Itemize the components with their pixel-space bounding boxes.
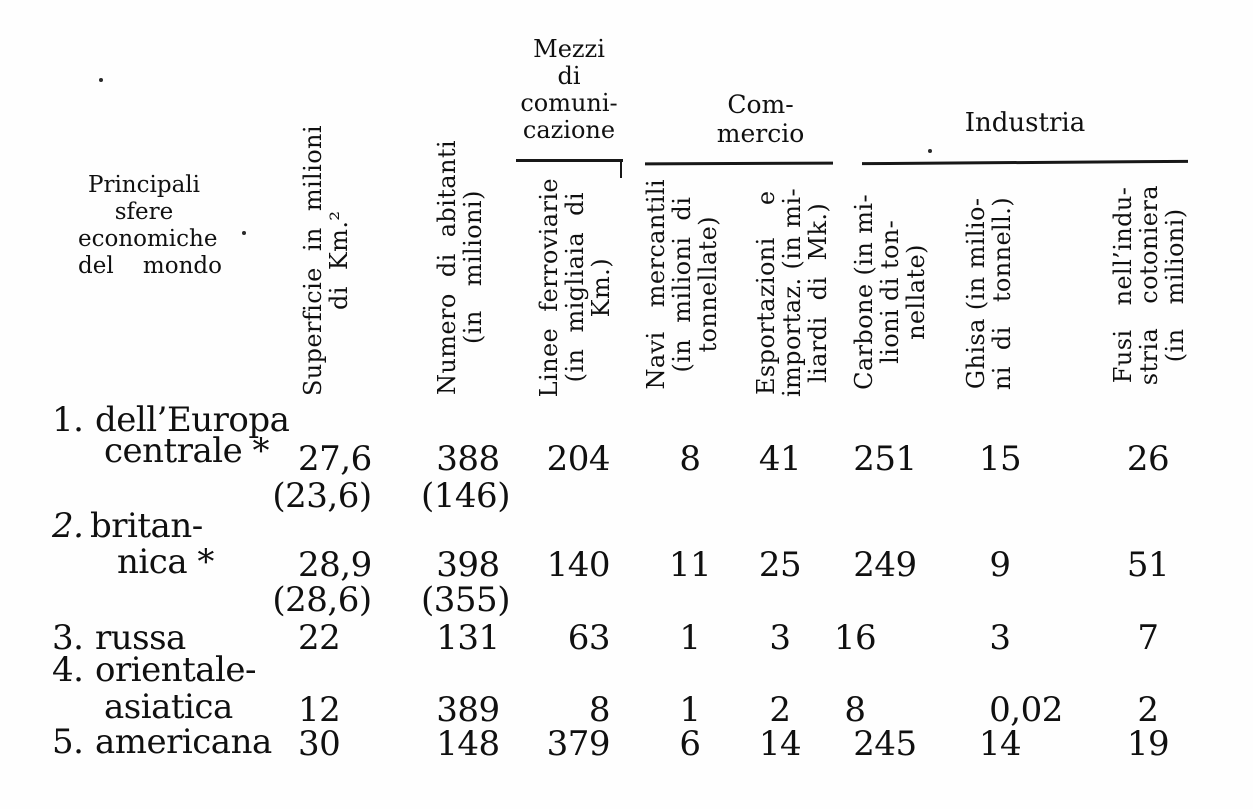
cell-linee: 63 — [567, 618, 610, 658]
cell-fusi: 26 — [1126, 439, 1170, 479]
group-header-commercio — [683, 90, 838, 148]
column-header-line: (in milioni) — [1161, 208, 1189, 362]
cell-carbone: 249 — [853, 545, 917, 585]
rule-under-mezzi — [516, 159, 623, 162]
column-header-line: importaz. (in mi- — [778, 187, 806, 397]
row-label: nica * — [117, 542, 214, 582]
cell-numero: 398 — [436, 545, 500, 585]
column-header-line: Km.) — [587, 257, 615, 317]
column-header-line: stria cotoniera — [1135, 184, 1163, 385]
column-header-line: (in migliaia di — [561, 192, 589, 383]
rule-under-industria — [862, 160, 1188, 165]
column-header-line: tonnellate) — [694, 216, 722, 353]
cell-navi: 8 — [679, 439, 701, 479]
cell-superficie-paren: (28,6) — [272, 580, 372, 620]
cell-numero: 389 — [436, 690, 500, 730]
cell-navi: 6 — [679, 724, 701, 764]
cell-esportazioni: 3 — [769, 618, 791, 658]
row-number: 5. — [52, 722, 84, 762]
cell-superficie: 30 — [298, 724, 341, 764]
group-header-line: comuni- — [520, 89, 618, 117]
cell-numero-paren: (146) — [421, 476, 510, 516]
cell-fusi: 7 — [1137, 618, 1159, 658]
column-header-line: ni di tonnell.) — [988, 196, 1016, 390]
cell-numero: 148 — [436, 724, 500, 764]
row-label: dell’Europa — [95, 400, 290, 440]
column-header-line: Superficie in milioni — [299, 124, 327, 396]
group-header-line: Industria — [964, 108, 1086, 138]
caption-line: del mondo — [78, 253, 222, 279]
column-header-line: Ghisa (in milio- — [962, 197, 990, 390]
row-label: centrale * — [104, 431, 270, 471]
column-header-line: Fusi nell’indu- — [1109, 186, 1137, 384]
column-header-ghisa — [963, 197, 1015, 390]
cell-navi: 11 — [668, 545, 712, 585]
cell-numero: 388 — [436, 439, 500, 479]
row-label: asiatica — [104, 687, 233, 727]
cell-esportazioni: 2 — [769, 690, 791, 730]
cell-fusi: 19 — [1126, 724, 1170, 764]
group-header-line: Mezzi — [533, 35, 605, 63]
row-label: americana — [95, 722, 272, 762]
cell-numero: 131 — [436, 618, 500, 658]
group-header-line: di — [557, 62, 581, 90]
group-header-line: Com- — [727, 90, 794, 119]
cell-numero-paren: (355) — [421, 580, 510, 620]
cell-esportazioni: 25 — [758, 545, 802, 585]
column-header-superficie — [300, 125, 352, 396]
caption-line: sfere — [114, 199, 174, 225]
cell-ghisa: 14 — [978, 724, 1022, 764]
scan-speck — [242, 231, 246, 235]
column-header-line: Linee ferroviarie — [535, 177, 563, 397]
column-header-line: (in milioni di — [668, 196, 696, 373]
column-header-linee-ferroviarie — [536, 178, 614, 397]
cell-superficie: 12 — [298, 690, 341, 730]
scan-speck — [99, 78, 103, 82]
cell-ghisa: 3 — [989, 618, 1011, 658]
scan-speck — [928, 149, 932, 153]
row-label: russa — [95, 618, 186, 658]
column-header-line: lioni di ton- — [876, 220, 904, 365]
table-caption — [78, 172, 222, 280]
row-number: 3. — [52, 618, 84, 658]
cell-esportazioni: 14 — [758, 724, 802, 764]
rule-under-commercio — [645, 162, 833, 166]
cell-linee: 8 — [588, 690, 610, 730]
cell-superficie-paren: (23,6) — [272, 476, 372, 516]
caption-line: Principali — [87, 172, 201, 198]
rule-end-tick — [620, 159, 622, 178]
column-header-line: Carbone (in mi- — [850, 194, 878, 390]
column-header-fusi-cotoniera — [1110, 185, 1188, 385]
cell-superficie: 28,9 — [298, 545, 372, 585]
column-header-esportazioni — [753, 188, 831, 397]
column-header-line: Esportazioni e — [752, 190, 780, 395]
cell-ghisa: 0,02 — [989, 690, 1063, 730]
cell-fusi: 51 — [1126, 545, 1170, 585]
group-header-line: cazione — [522, 116, 616, 144]
row-number: 1. — [52, 400, 84, 440]
cell-carbone: 16 — [833, 618, 877, 658]
cell-navi: 1 — [679, 618, 701, 658]
column-header-navi-mercantili — [643, 179, 721, 390]
cell-carbone: 245 — [853, 724, 917, 764]
row-label: orientale- — [95, 650, 257, 690]
column-header-line: liardi di Mk.) — [804, 202, 832, 383]
column-header-line: Navi mercantili — [642, 179, 670, 390]
column-header-line: (in milioni) — [459, 190, 487, 345]
group-header-industria — [955, 108, 1095, 138]
column-header-line: nellate) — [902, 244, 930, 340]
cell-linee: 379 — [546, 724, 610, 764]
cell-superficie: 22 — [298, 618, 341, 658]
caption-line: economiche — [78, 226, 218, 252]
row-number: 4. — [52, 650, 84, 690]
cell-linee: 204 — [546, 439, 610, 479]
cell-ghisa: 9 — [989, 545, 1011, 585]
cell-ghisa: 15 — [978, 439, 1022, 479]
cell-esportazioni: 41 — [758, 439, 802, 479]
column-header-carbone — [851, 194, 929, 390]
cell-fusi: 2 — [1137, 690, 1159, 730]
column-header-line: Numero di abitanti — [433, 140, 461, 395]
row-label: britan- — [90, 506, 203, 546]
cell-navi: 1 — [679, 690, 701, 730]
column-header-numero-abitanti — [434, 140, 486, 395]
cell-superficie: 27,6 — [298, 439, 372, 479]
group-header-line: mercio — [716, 119, 805, 148]
cell-carbone: 251 — [853, 439, 917, 479]
cell-carbone: 8 — [844, 690, 866, 730]
cell-linee: 140 — [546, 545, 610, 585]
group-header-mezzi-di-comunicazione — [506, 36, 632, 144]
row-number: 2. — [52, 506, 84, 546]
column-header-line: di Km.² — [325, 210, 353, 311]
